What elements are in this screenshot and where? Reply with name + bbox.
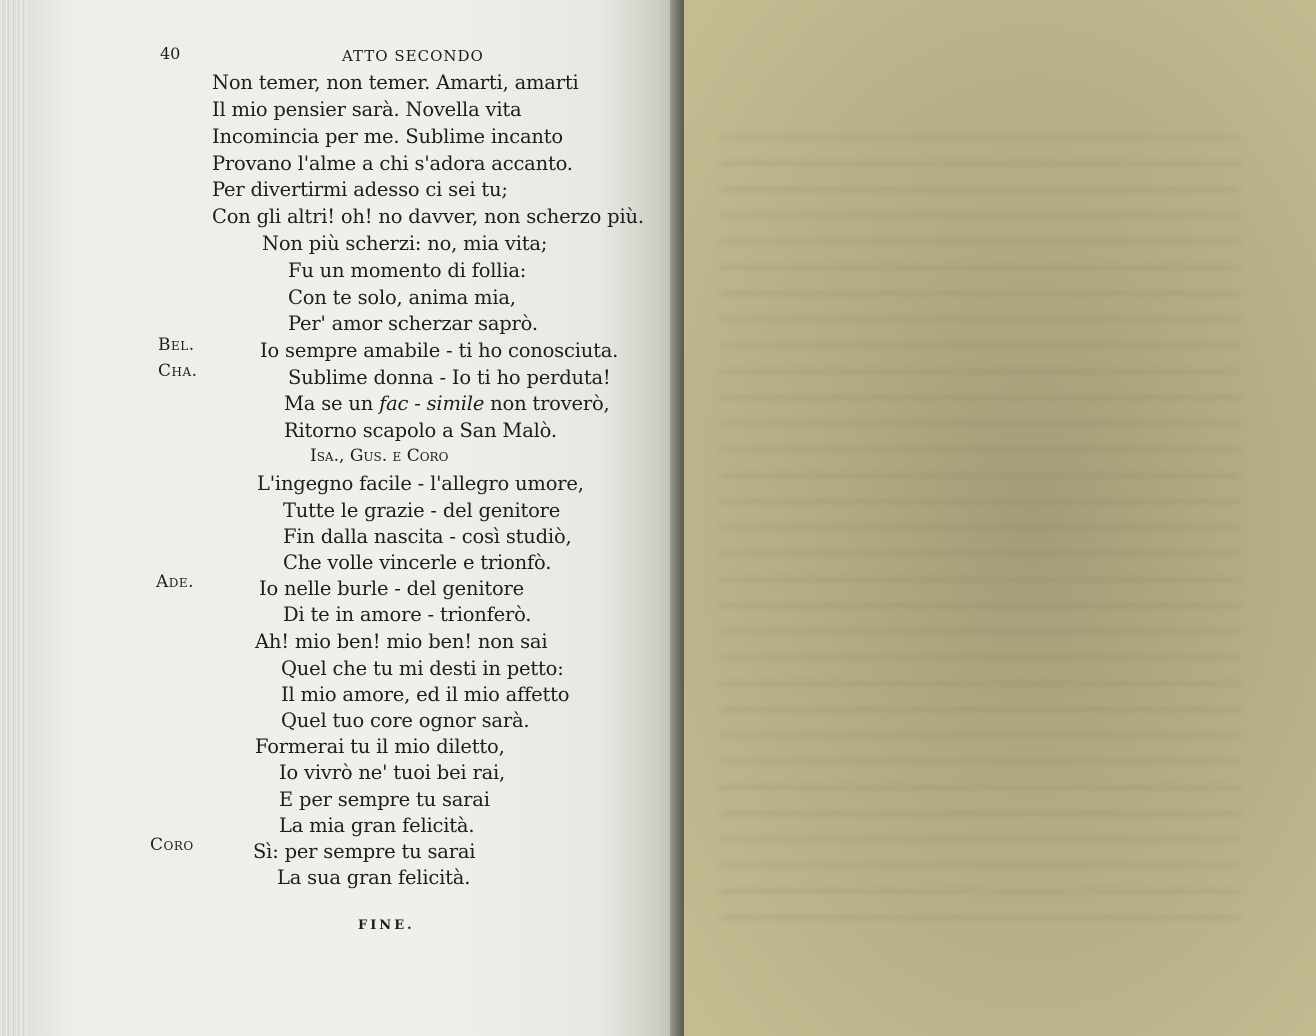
verse-line: Il mio pensier sarà. Novella vita — [212, 98, 522, 121]
verse-line: Io sempre amabile - ti ho conosciuta. — [260, 339, 619, 362]
verse-line: Per divertirmi adesso ci sei tu; — [212, 178, 508, 201]
verse-line: Sì: per sempre tu sarai — [253, 840, 476, 863]
bleed-through-text — [720, 120, 1240, 940]
verse-line: Io vivrò ne' tuoi bei rai, — [279, 761, 506, 784]
verse-line: Io nelle burle - del genitore — [259, 577, 524, 600]
running-head: ATTO SECONDO — [342, 47, 484, 65]
verse-line: Non più scherzi: no, mia vita; — [262, 232, 548, 255]
verse-line: Fu un momento di follia: — [288, 259, 527, 282]
verse-line: Non temer, non temer. Amarti, amarti — [212, 71, 579, 94]
speaker-coro: Coro — [150, 835, 194, 855]
fac-simile-prefix: Ma se un — [284, 392, 374, 415]
verse-line: Ah! mio ben! mio ben! non sai — [255, 630, 548, 653]
verse-line: L'ingegno facile - l'allegro umore, — [257, 472, 584, 495]
verse-line: Provano l'alme a chi s'adora accanto. — [212, 152, 573, 175]
verse-line: Formerai tu il mio diletto, — [255, 735, 505, 758]
speaker-ade: Ade. — [156, 572, 195, 592]
speaker-bel: Bel. — [158, 335, 195, 355]
stage-direction: Isa., Gus. e Coro — [310, 446, 449, 466]
verse-line: E per sempre tu sarai — [279, 788, 490, 811]
verse-line: Tutte le grazie - del genitore — [283, 499, 561, 522]
verse-line: Il mio amore, ed il mio affetto — [281, 683, 570, 706]
verse-line-fac-simile — [284, 392, 610, 415]
verse-line: Con gli altri! oh! no davver, non scherzo più. — [212, 205, 644, 228]
verse-line: Di te in amore - trionferò. — [283, 603, 532, 626]
verse-line: Sublime donna - Io ti ho perduta! — [288, 366, 611, 389]
verse-line: Incomincia per me. Sublime incanto — [212, 125, 563, 148]
page-number: 40 — [160, 44, 181, 63]
verse-line: Fin dalla nascita - così studiò, — [283, 525, 572, 548]
verse-line: Quel tuo core ognor sarà. — [281, 709, 530, 732]
verse-line: Per' amor scherzar saprò. — [288, 312, 538, 335]
verse-line: Con te solo, anima mia, — [288, 286, 516, 309]
verse-line: Ritorno scapolo a San Malò. — [284, 419, 557, 442]
verse-line: Che volle vincerle e trionfò. — [283, 551, 552, 574]
speaker-cha: Cha. — [158, 361, 198, 381]
fac-simile-suffix: non troverò, — [490, 392, 610, 415]
fine-marker: FINE. — [358, 918, 415, 933]
fac-simile-italic: fac - simile — [379, 392, 485, 415]
verse-line: La mia gran felicità. — [279, 814, 475, 837]
verse-line: Quel che tu mi desti in petto: — [281, 657, 564, 680]
verse-line: La sua gran felicità. — [277, 866, 471, 889]
